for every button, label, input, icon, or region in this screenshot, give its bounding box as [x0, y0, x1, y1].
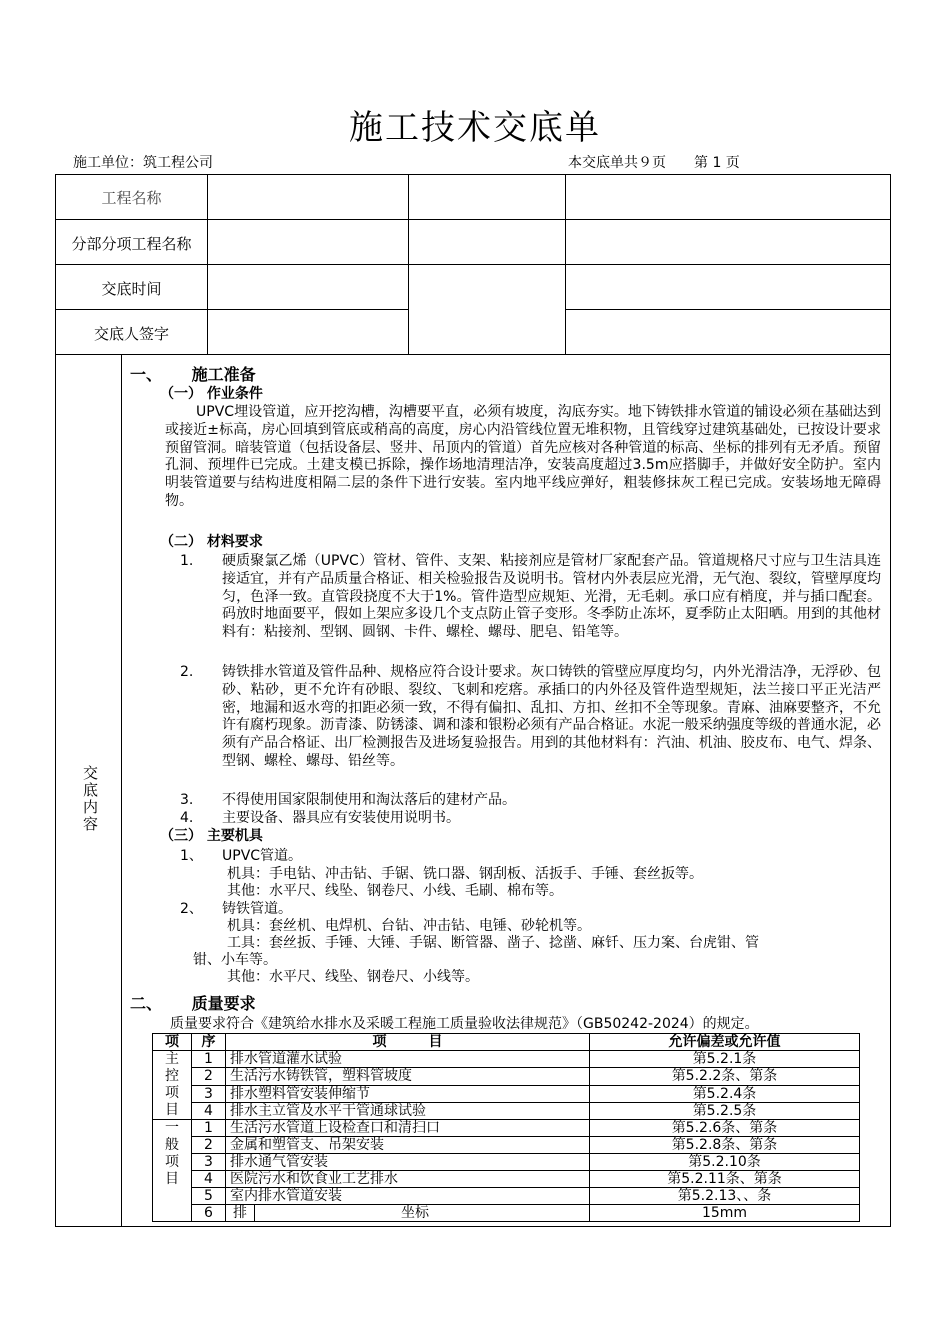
t2-other: 其他：水平尺、线坠、钢卷尺、小线等。: [227, 969, 479, 985]
s1-title: （一） 作业条件: [160, 386, 263, 402]
m3-no: 3.: [180, 792, 194, 808]
quality-table: [152, 1033, 860, 1222]
side-label: 交底内容: [81, 765, 99, 833]
row6-item-b: 坐标: [401, 1205, 429, 1221]
page-info: 本交底单共９页 第 1 页: [568, 155, 740, 171]
table-row: 主控项目 1 排水管道灌水试验 第5.2.1条: [153, 1051, 860, 1068]
table-row: 4 排水主立管及水平干管通球试验 第5.2.5条: [153, 1102, 860, 1119]
label-project-name: 工程名称: [101, 189, 162, 207]
document-title: 施工技术交底单: [349, 108, 601, 148]
m4-no: 4.: [180, 810, 194, 826]
table-row: 一般项目 1 生活污水管道上设检查口和清扫口 第5.2.6条、第条: [153, 1120, 860, 1137]
table-row: 5 室内排水管道安装 第5.2.13、、条: [153, 1188, 860, 1205]
t2-text: 铸铁管道。: [222, 901, 292, 917]
table-row: 3 排水通气管安装 第5.2.10条: [153, 1154, 860, 1171]
section2-title: 二、 质量要求: [130, 994, 256, 1013]
group-general: 一般项目: [153, 1120, 192, 1222]
t2-tools: 机具：套丝机、电焊机、台钻、冲击钻、电锤、砂轮机等。: [227, 918, 591, 934]
t2-no: 2、: [180, 901, 203, 917]
th-value: 允许偏差或允许值: [590, 1034, 860, 1051]
label-signer: 交底人签字: [93, 325, 169, 343]
row6-item-a: 排: [226, 1205, 255, 1221]
s2-title: （二） 材料要求: [160, 534, 263, 550]
s1-text: UPVC埋设管道，应开挖沟槽，沟槽要平直，必须有坡度，沟底夯实。地下铸铁排水管道的铺设必须在基础达到或接近±标高，房心回填到管底或稍高的高度，房心内沿管线位置无堆积物，且管线穿过建筑基础处，已按设计要求预留管洞。暗装管道（包括设备层、竖井、吊顶内的管道）首先应核对各种管道的标高、坐标的排列有无矛盾。预留孔洞、预埋件已完成。土建支模已拆除，操作场地清理洁净，安装高度超过3.5m应搭脚手，并做好安全防护。室内明装管道要与结构进度相隔二层的条件下进行安装。室内地平线应弹好，粗装修抹灰工程已完成。安装场地无障碍物。: [165, 404, 881, 509]
table-row: 2 生活污水铸铁管，塑料管坡度 第5.2.2条、第条: [153, 1068, 860, 1085]
m2-text: 铸铁排水管道及管件品种、规格应符合设计要求。灰口铸铁的管壁应厚度均匀，内外光滑洁净，无浮砂、包砂、粘砂，更不允许有砂眼、裂纹、飞刺和疙瘩。承插口的内外径及管件造型规矩，法兰接口平正光洁严密，地漏和返水弯的扣距必须一致，不得有偏扣、乱扣、方扣、丝扣不全等现象。青麻、油麻要整齐，不允许有腐朽现象。沥青漆、防锈漆、调和漆和银粉必须有产品合格证。水泥一般采纳强度等级的普通水泥，必须有产品合格证、出厂检测报告及进场复验报告。用到的其他材料有：汽油、机油、胶皮布、电气、焊条、型钢、螺栓、螺母、铅丝等。: [222, 664, 881, 769]
th-no: 序: [192, 1034, 226, 1051]
table-row: 6 排 坐标 15mm: [153, 1205, 860, 1222]
m1-text: 硬质聚氯乙烯（UPVC）管材、管件、支架、粘接剂应是管材厂家配套产品。管道规格尺寸应与卫生洁具连接适宜，并有产品质量合格证、相关检验报告及说明书。管材内外表层应光滑，无气泡、裂纹，管壁厚度均匀，色泽一致。直管段挠度不大于1%。管件造型应规矩、光滑，无毛刺。承口应有梢度，并与插口配套。码放时地面要平，假如上架应多设几个支点防止管子变形。冬季防止冻坏，夏季防止太阳晒。用到的其他材料有：粘接剂、型钢、圆钢、卡件、螺栓、螺母、肥皂、铅笔等。: [222, 553, 881, 641]
th-category: 项: [153, 1034, 192, 1051]
table-row: 3 排水塑料管安装伸缩节 第5.2.4条: [153, 1085, 860, 1102]
m1-no: 1.: [180, 553, 194, 569]
t1-text: UPVC管道。: [222, 848, 303, 864]
table-row: 2 金属和塑管支、吊架安装 第5.2.8条、第条: [153, 1137, 860, 1154]
t2-instruments-2: 钳、小车等。: [193, 952, 277, 968]
m4-text: 主要设备、器具应有安装使用说明书。: [222, 810, 460, 826]
label-time: 交底时间: [101, 280, 162, 298]
t1-other: 其他：水平尺、线坠、钢卷尺、小线、毛刷、棉布等。: [227, 883, 563, 899]
m2-no: 2.: [180, 664, 194, 680]
th-item: 项 目: [226, 1034, 590, 1051]
section1-title: 一、 施工准备: [130, 365, 256, 384]
quality-intro: 质量要求符合《建筑给水排水及采暖工程施工质量验收法律规范》（GB50242-2024）的规定。: [170, 1016, 759, 1032]
t1-no: 1、: [180, 848, 203, 864]
t2-instruments-1: 工具：套丝扳、手锤、大锤、手锯、断管器、凿子、捻凿、麻钎、压力案、台虎钳、管: [227, 935, 759, 951]
construction-unit: 施工单位：筑工程公司: [73, 155, 213, 171]
group-main-control: 主控项目: [153, 1051, 192, 1120]
s3-title: （三） 主要机具: [160, 828, 263, 844]
t1-tools: 机具：手电钻、冲击钻、手锯、铣口器、钢刮板、活扳手、手锤、套丝扳等。: [227, 866, 703, 882]
m3-text: 不得使用国家限制使用和淘汰落后的建材产品。: [222, 792, 516, 808]
label-sub-project: 分部分项工程名称: [71, 235, 192, 253]
table-row: 4 医院污水和饮食业工艺排水 第5.2.11条、第条: [153, 1171, 860, 1188]
